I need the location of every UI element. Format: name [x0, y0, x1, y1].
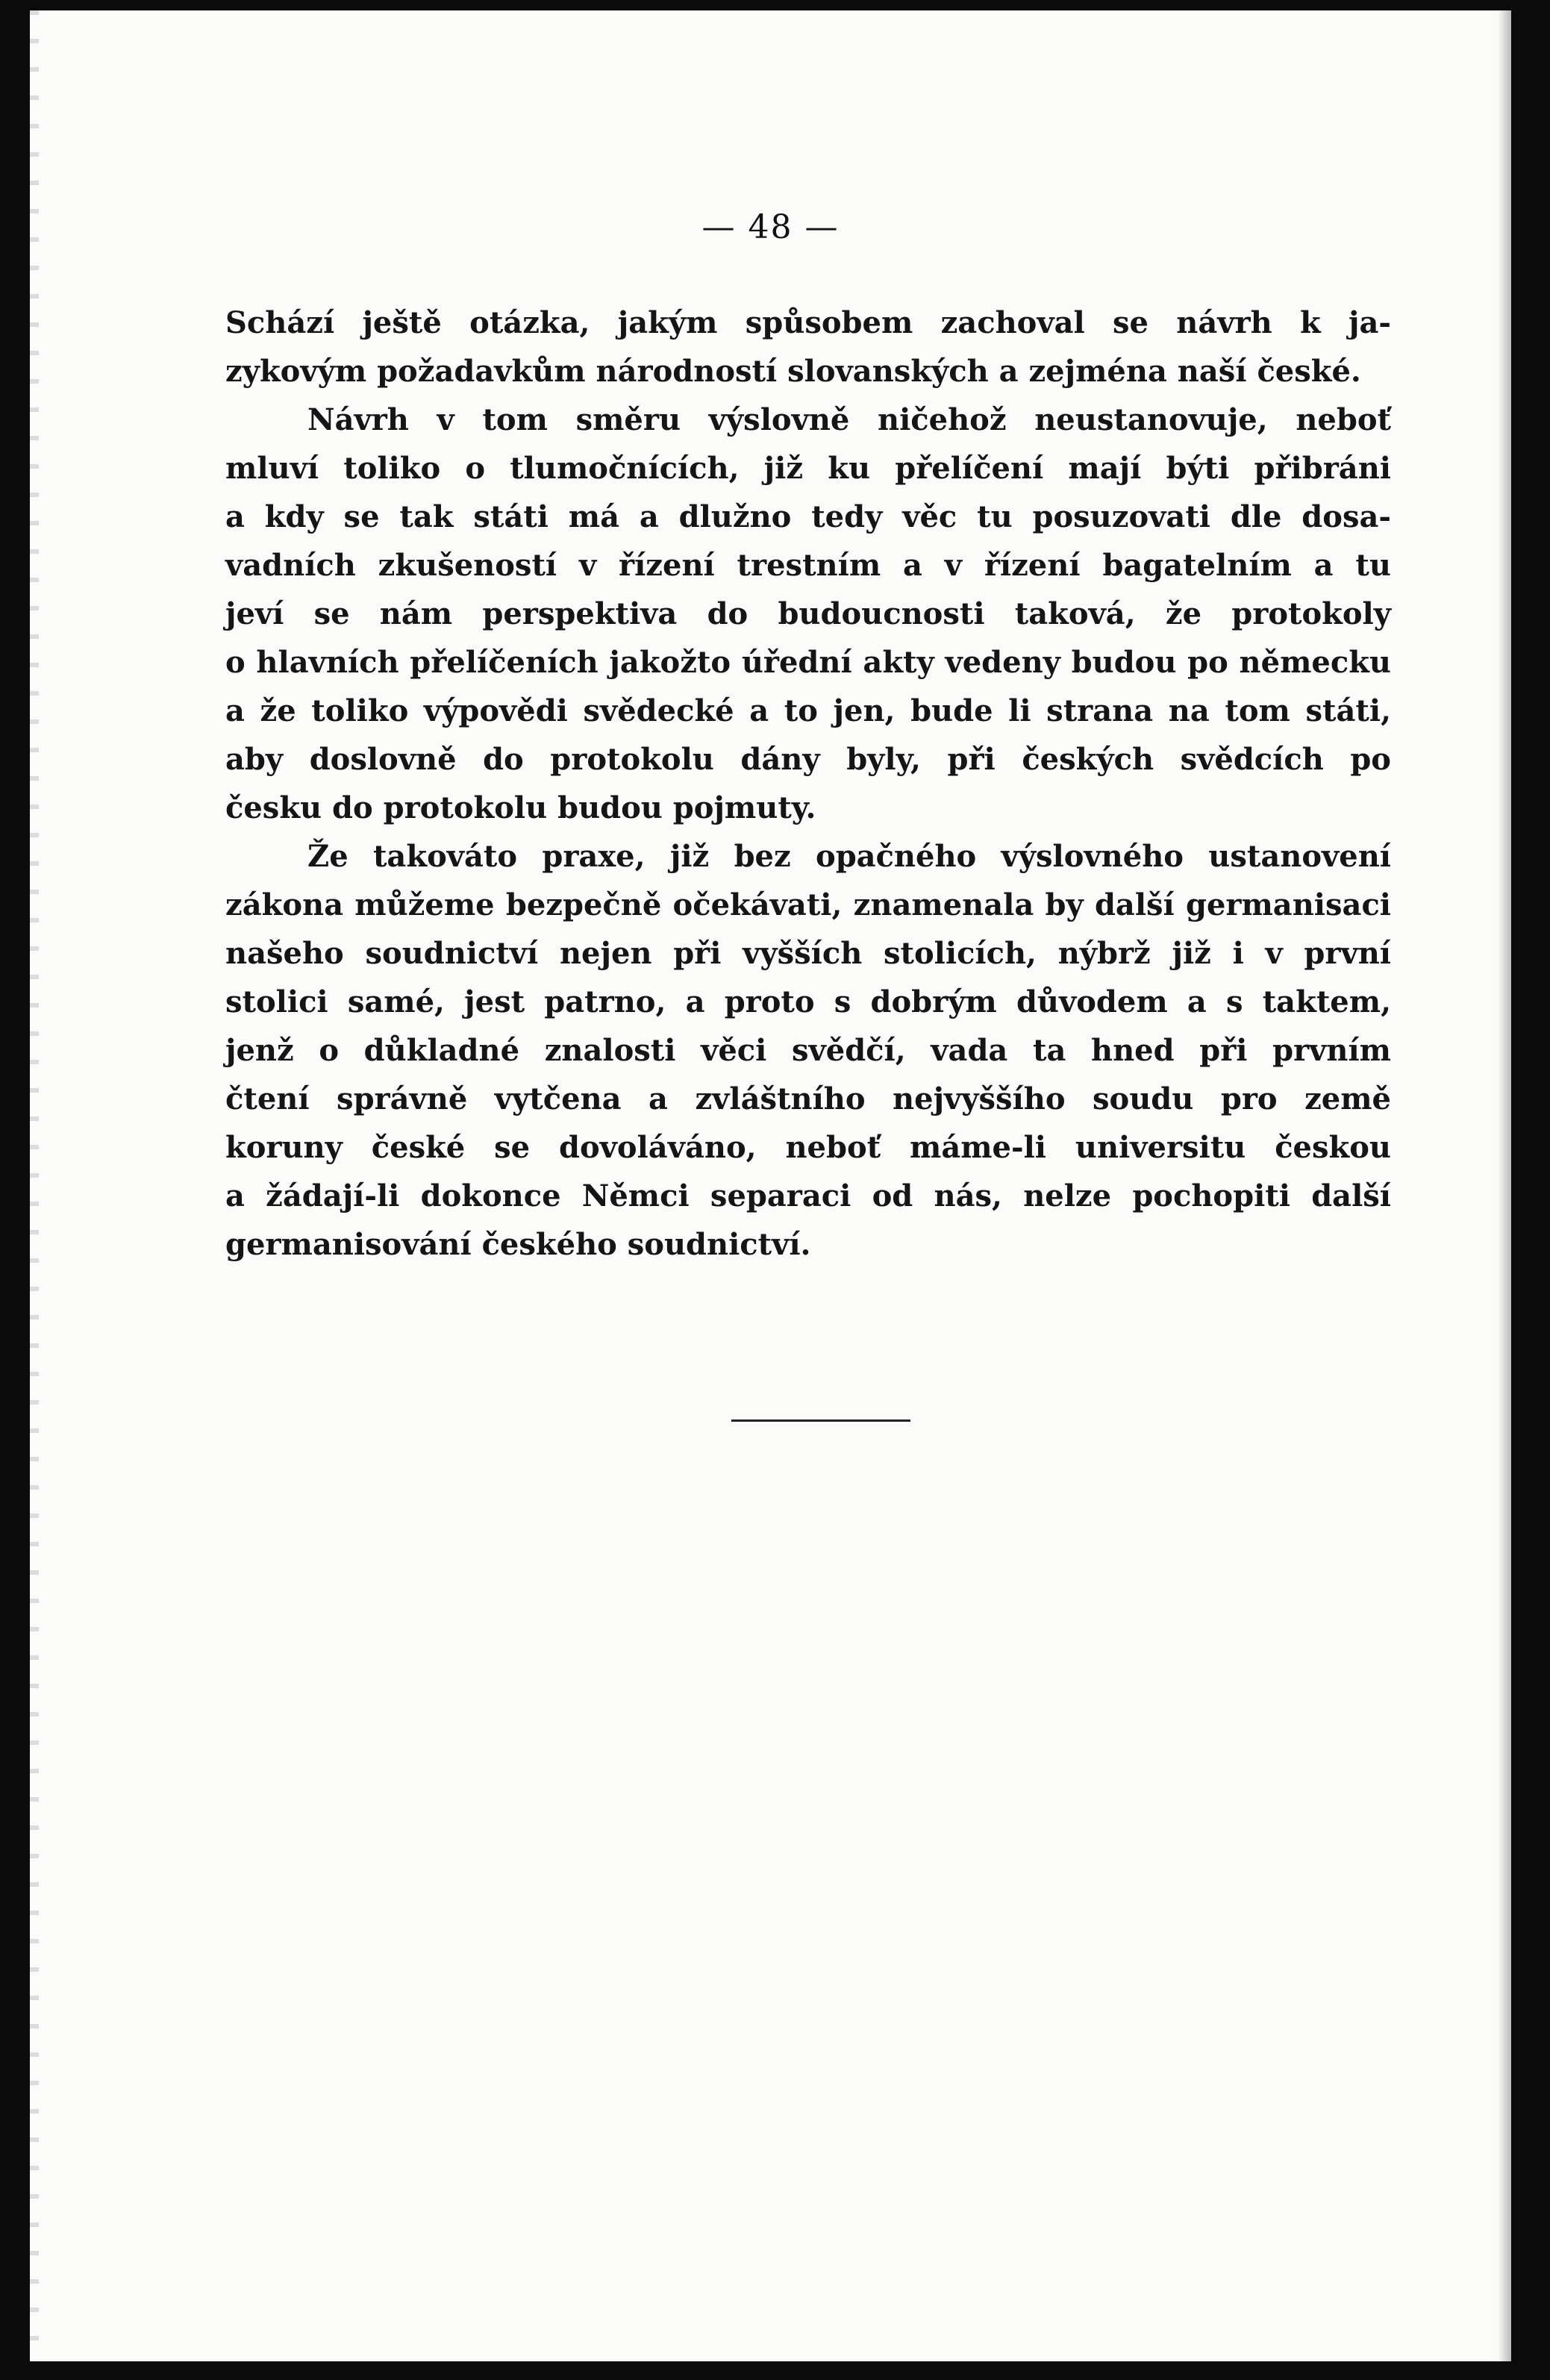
text-line: a že toliko výpovědi svědecké a to jen, bude li strana na tom státi, [225, 693, 1391, 728]
text-line: zákona můžeme bezpečně očekávati, znamenala by další germanisaci [225, 887, 1391, 922]
text-line: a žádají-li dokonce Němci separaci od nás, nelze pochopiti další [225, 1178, 1391, 1214]
text-line: a kdy se tak státi má a dlužno tedy věc tu posuzovati dle dosa- [225, 499, 1391, 534]
text-line: jenž o důkladné znalosti věci svědčí, vada ta hned při prvním [225, 1033, 1391, 1068]
book-page [30, 10, 1511, 2361]
text-line: vadních zkušeností v řízení trestním a v řízení bagatelním a tu [225, 548, 1391, 583]
text-line: koruny české se dovoláváno, neboť máme-li universitu českou [225, 1130, 1391, 1165]
page-number: — 48 — [701, 208, 840, 246]
page-edge-shadow [1498, 10, 1511, 2361]
text-line: našeho soudnictví nejen při vyšších stolicích, nýbrž již i v první [225, 936, 1391, 971]
text-line: stolici samé, jest patrno, a proto s dobrým důvodem a s taktem, [225, 984, 1391, 1019]
text-line: germanisování českého soudnictví. [225, 1227, 811, 1262]
text-line: čtení správně vytčena a zvláštního nejvyššího soudu pro země [225, 1081, 1391, 1116]
text-line: aby doslovně do protokolu dány byly, při českých svědcích po [225, 742, 1391, 777]
binding-edge [30, 10, 39, 2361]
text-line: o hlavních přelíčeních jakožto úřední akty vedeny budou po německu [225, 645, 1391, 680]
text-line: zykovým požadavkům národností slovanských a zejména naší české. [225, 354, 1361, 389]
text-line: Schází ještě otázka, jakým spůsobem zachoval se návrh k ja- [225, 305, 1391, 340]
text-line: Že takováto praxe, již bez opačného výslovného ustanovení [307, 839, 1391, 874]
section-divider [731, 1419, 910, 1422]
body-text [225, 299, 1391, 1269]
text-line: Návrh v tom směru výslovně ničehož neustanovuje, neboť [307, 402, 1391, 437]
text-line: česku do protokolu budou pojmuty. [225, 790, 816, 825]
text-line: jeví se nám perspektiva do budoucnosti taková, že protokoly [225, 596, 1391, 631]
text-line: mluví toliko o tlumočnících, již ku přelíčení mají býti přibráni [225, 451, 1391, 486]
